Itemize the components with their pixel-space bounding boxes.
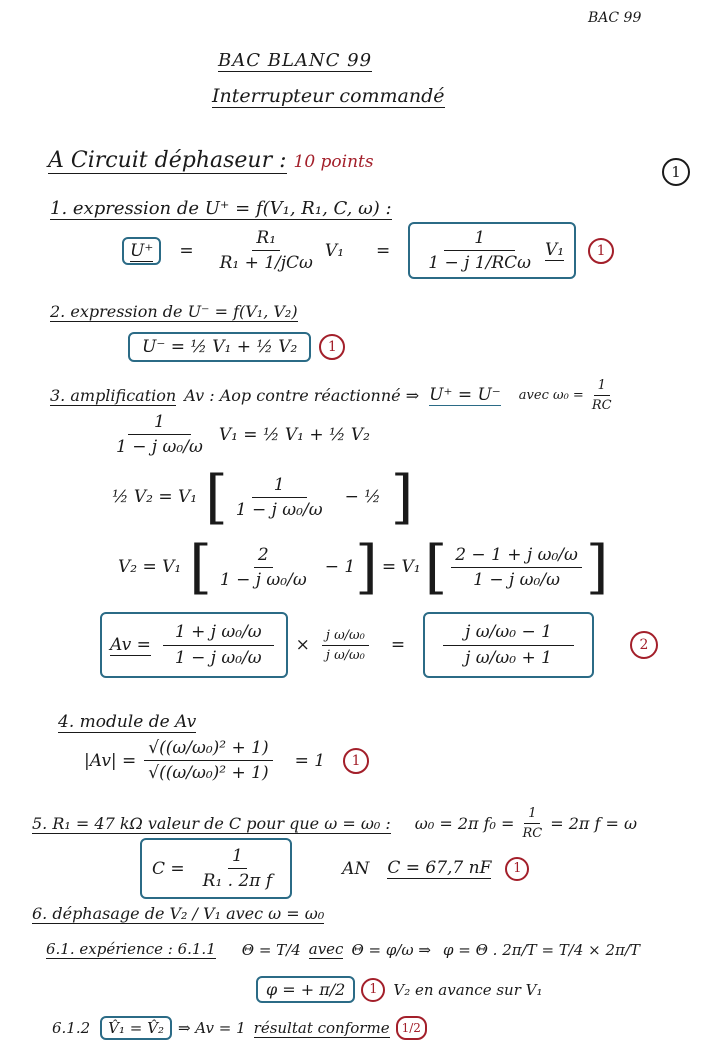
q1-frac1: [216, 228, 317, 273]
q1-heading: [50, 198, 392, 219]
corner-tag: BAC 99: [588, 10, 642, 26]
q3-line3-lbracket: [: [189, 533, 212, 601]
q5-rel-den: RC: [522, 826, 543, 841]
q5-score: 1: [505, 857, 529, 881]
page-number-badge: 1: [662, 158, 690, 186]
q6-avec: avec: [308, 940, 344, 958]
q4-formula: [84, 738, 369, 783]
q3-res-eq: =: [390, 635, 406, 655]
q3-line3-num2: 2 − 1 + j ω₀/ω: [451, 545, 582, 568]
q3-mult-num: j ω/ω₀: [322, 628, 369, 646]
q1-eq1: =: [179, 240, 194, 261]
q3-line1-den: 1 − j ω₀/ω: [116, 437, 203, 457]
q3-line3-frac2: [451, 545, 582, 590]
section-a-label: A Circuit déphaseur :: [48, 148, 287, 173]
q5-an-value: C = 67,7 nF: [387, 858, 492, 878]
section-a-title: [48, 148, 374, 173]
q3-line1-frac: [112, 412, 207, 457]
q6-sub2-label: 6.1.2: [52, 1019, 91, 1037]
q3-heading-rest: Av : Aop contre réactionné ⇒: [184, 386, 420, 405]
section-a-points: 10 points: [293, 152, 374, 172]
q5-box-lhs: C =: [152, 858, 185, 879]
page-number: [662, 158, 690, 186]
q5-box: [140, 838, 292, 899]
q5-relation: ω₀ = 2π f₀ =: [414, 814, 515, 833]
q1-result-box: [408, 222, 576, 279]
q3-av: [100, 612, 658, 678]
q5-box-frac: [199, 846, 277, 891]
q5-rel-num: 1: [524, 806, 540, 824]
q3-res-frac: [443, 622, 574, 668]
q2-formula: [128, 332, 345, 362]
q3-line1-rest: V₁ = ½ V₁ + ½ V₂: [218, 424, 370, 445]
q6-sub1: [46, 940, 640, 959]
q5-box-num: 1: [228, 846, 247, 869]
q3-avec: avec ω₀ =: [518, 388, 584, 403]
q3-res-box: [423, 612, 594, 678]
q6-score2: 1/2: [396, 1016, 427, 1040]
q3-mult-den: j ω/ω₀: [325, 647, 365, 663]
q4-score: 1: [343, 748, 369, 774]
q6-score1: 1: [361, 978, 385, 1002]
q3-mult-frac: [322, 628, 369, 663]
q5-relation-tail: = 2π f = ω: [550, 814, 638, 833]
q6-heading-text: 6. déphasage de V₂ / V₁ avec ω = ω₀: [32, 904, 325, 923]
q6-sub1-label: 6.1. expérience : 6.1.1: [46, 940, 216, 958]
q3-line2-lbracket: [: [205, 463, 228, 531]
q1-lhs-box: [122, 237, 161, 265]
q1-den2: 1 − j 1/RCω: [428, 253, 532, 273]
q6-advance: V₂ en avance sur V₁: [393, 980, 543, 999]
q5-box-den: R₁ . 2π f: [202, 871, 273, 891]
q5-rel-frac: [518, 806, 546, 841]
q3-line3-mid: = V₁: [381, 557, 421, 577]
q6-sub2-conclusion: résultat conforme: [253, 1018, 390, 1037]
q6-phi-row: [256, 976, 543, 1003]
q6-theta-def: Θ = φ/ω ⇒: [351, 940, 431, 959]
q3-heading-label: 3. amplification: [50, 385, 177, 405]
q2-heading: [50, 302, 298, 321]
q3-line3-den2: 1 − j ω₀/ω: [473, 569, 560, 590]
q4-den: √((ω/ω₀)² + 1): [148, 763, 269, 783]
q6-heading: [32, 904, 324, 923]
q3-line3-frac: [216, 545, 311, 590]
q3-line3: [118, 533, 609, 601]
q4-num: √((ω/ω₀)² + 1): [144, 738, 272, 761]
q2-score: 1: [319, 334, 345, 360]
q3-line2-frac: [232, 475, 327, 520]
q5-heading-text: 5. R₁ = 47 kΩ valeur de C pour que ω = ω₀ :: [32, 813, 391, 833]
q6-phi-box: φ = + π/2: [256, 976, 355, 1003]
q3-line2-tail: − ½: [344, 487, 381, 507]
q3-av-num: 1 + j ω₀/ω: [163, 622, 274, 646]
q3-w0-frac: [588, 378, 616, 413]
q3-w0-den: RC: [591, 398, 612, 413]
q6-theta: Θ = T/4: [241, 940, 301, 959]
q6-sub2: [52, 1016, 427, 1040]
q3-line2-den: 1 − j ω₀/ω: [235, 499, 323, 520]
q1-v1a: V₁: [324, 240, 345, 261]
q3-av-lhs: Av =: [110, 634, 151, 655]
q6-sub2-rest: ⇒ Av = 1: [177, 1019, 246, 1037]
q3-line3-rbracket2: ]: [585, 533, 609, 601]
q3-line3-num: 2: [254, 545, 273, 568]
q3-av-den: 1 − j ω₀/ω: [174, 648, 262, 668]
q5-an-label: AN: [342, 858, 370, 879]
q6-phi-eq: φ = Θ . 2π/T = T/4 × 2π/T: [443, 940, 640, 959]
q3-line1-num: 1: [128, 412, 191, 435]
q3-line3-rbracket: ]: [355, 533, 378, 601]
q1-formula: [122, 222, 614, 279]
q3-line2-num: 1: [252, 475, 307, 498]
q3-line2-rbracket: ]: [390, 463, 414, 531]
q3-line3-tail: − 1: [324, 557, 356, 577]
q3-line1: [108, 412, 370, 457]
q3-condition: U⁺ = U⁻: [429, 385, 501, 405]
q3-res-num: j ω/ω₀ − 1: [443, 622, 574, 646]
q3-line3-den: 1 − j ω₀/ω: [219, 569, 307, 590]
q1-den1: R₁ + 1/jCω: [219, 253, 313, 273]
q1-score: 1: [588, 238, 614, 264]
q3-res-den: j ω/ω₀ + 1: [465, 648, 552, 668]
q3-score: 2: [630, 631, 658, 659]
q2-heading-text: 2. expression de U⁻ = f(V₁, V₂): [50, 302, 298, 321]
q6-sub2-box: V̂₁ = V̂₂: [100, 1016, 172, 1040]
q5-heading: [32, 806, 637, 841]
q4-heading-text: 4. module de Av: [58, 712, 197, 732]
q3-line2-lhs: ½ V₂ = V₁: [112, 487, 198, 507]
q5-result: [140, 838, 529, 899]
q4-heading: [58, 712, 196, 732]
q3-line3-lhs: V₂ = V₁: [118, 557, 182, 577]
q4-lhs: |Av| =: [84, 750, 137, 771]
q3-av-times: ×: [295, 635, 310, 655]
q1-num2: 1: [444, 228, 515, 251]
q3-w0-num: 1: [594, 378, 610, 396]
q1-frac2: [424, 228, 535, 273]
q1-eq2: =: [376, 240, 391, 261]
q1-lhs: U⁺: [130, 240, 154, 261]
q4-result: = 1: [294, 750, 326, 771]
q3-av-box: [100, 612, 288, 678]
q3-line2: [112, 463, 414, 531]
q4-frac: [144, 738, 272, 783]
q3-av-frac: [163, 622, 274, 668]
q2-formula-box: U⁻ = ½ V₁ + ½ V₂: [128, 332, 311, 362]
q1-heading-text: 1. expression de U⁺ = f(V₁, R₁, C, ω) :: [50, 198, 392, 219]
page-subtitle: Interrupteur commandé: [212, 85, 445, 107]
q3-line3-lbracket2: [: [424, 533, 448, 601]
page-title: BAC BLANC 99: [218, 50, 373, 71]
q1-v1b: V₁: [545, 240, 565, 260]
q3-heading: [50, 378, 620, 413]
q1-num1: R₁: [252, 228, 280, 251]
